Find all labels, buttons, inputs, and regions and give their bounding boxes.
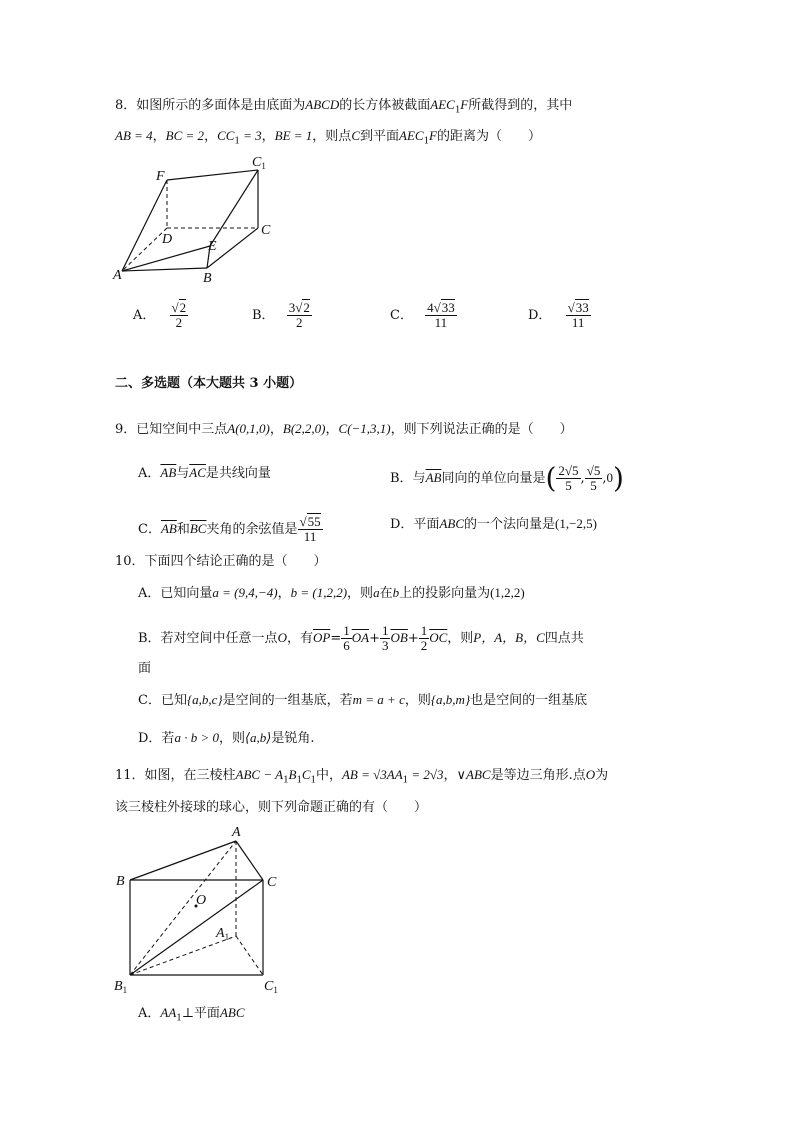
label-F: F <box>156 169 165 184</box>
q8-option-c[interactable]: C． $\frac{4√33}{11}$ <box>390 300 455 330</box>
q10-stem: 10．下面四个结论正确的是（ ） <box>115 554 327 569</box>
q10-option-c[interactable]: C．已知{a,b,c}是空间的一组基底，若m = a + c，则{a,b,m}也是空间的一组基底 <box>138 692 588 708</box>
edge-FC1 <box>167 170 258 180</box>
label-C1: $C_1$ <box>252 155 266 171</box>
label-B: B <box>116 874 125 889</box>
q11-option-a[interactable]: A．$AA_1\perp$平面ABC <box>138 1005 245 1024</box>
edge-AF <box>122 180 167 271</box>
q9-option-a[interactable]: A．$\overline{AB}$与$\overline{AC}$是共线向量 <box>138 465 271 481</box>
edge-C1E <box>210 170 258 246</box>
label-A1: $A_1$ <box>216 926 230 942</box>
label-B1: $B_1$ <box>114 979 128 995</box>
q8-option-d[interactable]: D． $\frac{√33}{11}$ <box>528 300 589 330</box>
hidden-edge-A1C1 <box>236 936 263 975</box>
label-C: C <box>267 875 277 890</box>
label-C1: $C_1$ <box>264 979 278 995</box>
q8-polyhedron-figure <box>110 150 280 285</box>
q10-option-b[interactable]: B．若对空间中任意一点O，有$\overline{OP}=$ $\frac{1}{6}$ $\overline{OA}+$ $\frac{1}{3}$ $\overline{OB}+$ $\frac{1}{2}$ $\overline{OC}$，则P，A，B，C四点共 <box>138 623 584 653</box>
label-A: A <box>113 268 122 283</box>
q11-prism-figure <box>108 820 298 1000</box>
section-title: 二、多选题（本大题共 3 小题） <box>115 376 303 391</box>
edge-BA <box>130 841 236 880</box>
q8-option-b[interactable]: B． $\frac{3√2}{2}$ <box>252 300 310 330</box>
edge-AC <box>236 841 263 880</box>
q10-option-b-cont: 面 <box>138 661 152 676</box>
q9-option-b[interactable]: B．与$\overline{AB}$同向的单位向量是( $\frac{2√5}{5}$ , $\frac{√5}{5}$ ,0) <box>390 461 624 495</box>
label-E: E <box>208 239 217 254</box>
label-D: D <box>162 232 173 247</box>
label-C: C <box>261 223 271 238</box>
label-B: B <box>203 271 212 285</box>
q9-option-c[interactable]: C．$\overline{AB}$和$\overline{BC}$夹角的余弦值是 $\frac{√55}{11}$ <box>138 514 321 544</box>
q11-stem-line2: 该三棱柱外接球的球心，则下列命题正确的有（ ） <box>115 800 428 815</box>
label-O: O <box>196 893 207 908</box>
q10-option-a[interactable]: A．已知向量a = (9,4,−4)，b = (1,2,2)，则a在b上的投影向量为(1,2,2) <box>138 585 525 601</box>
edge-AB <box>122 268 207 271</box>
q10-option-d[interactable]: D．若a · b > 0，则⟨a,b⟩是锐角. <box>138 730 315 746</box>
hidden-edge-B1A1 <box>130 936 236 975</box>
label-A: A <box>232 825 241 840</box>
q11-stem-line1: 11．如图，在三棱柱ABC − $A_1B_1C_1$中，AB = $√3AA_1 = 2√3$，∨ABC是等边三角形.点O为 <box>115 767 609 786</box>
q8-option-a[interactable]: A． $\frac{√2}{2}$ <box>133 300 187 330</box>
q9-option-d[interactable]: D．平面ABC的一个法向量是(1,−2,5) <box>390 516 598 532</box>
q9-stem: 9．已知空间中三点A(0,1,0)，B(2,2,0)，C(−1,3,1)，则下列说法正确的是（ ） <box>115 421 573 437</box>
q8-stem-line2: AB = 4，BC = 2，$CC_1 = 3$，BE = 1，则点C到平面$AEC_1F$的距离为（ ） <box>115 128 541 147</box>
q8-stem-line1: 8．如图所示的多面体是由底面为ABCD的长方体被截面$AEC_1F$所截得到的，其中 <box>115 97 573 116</box>
